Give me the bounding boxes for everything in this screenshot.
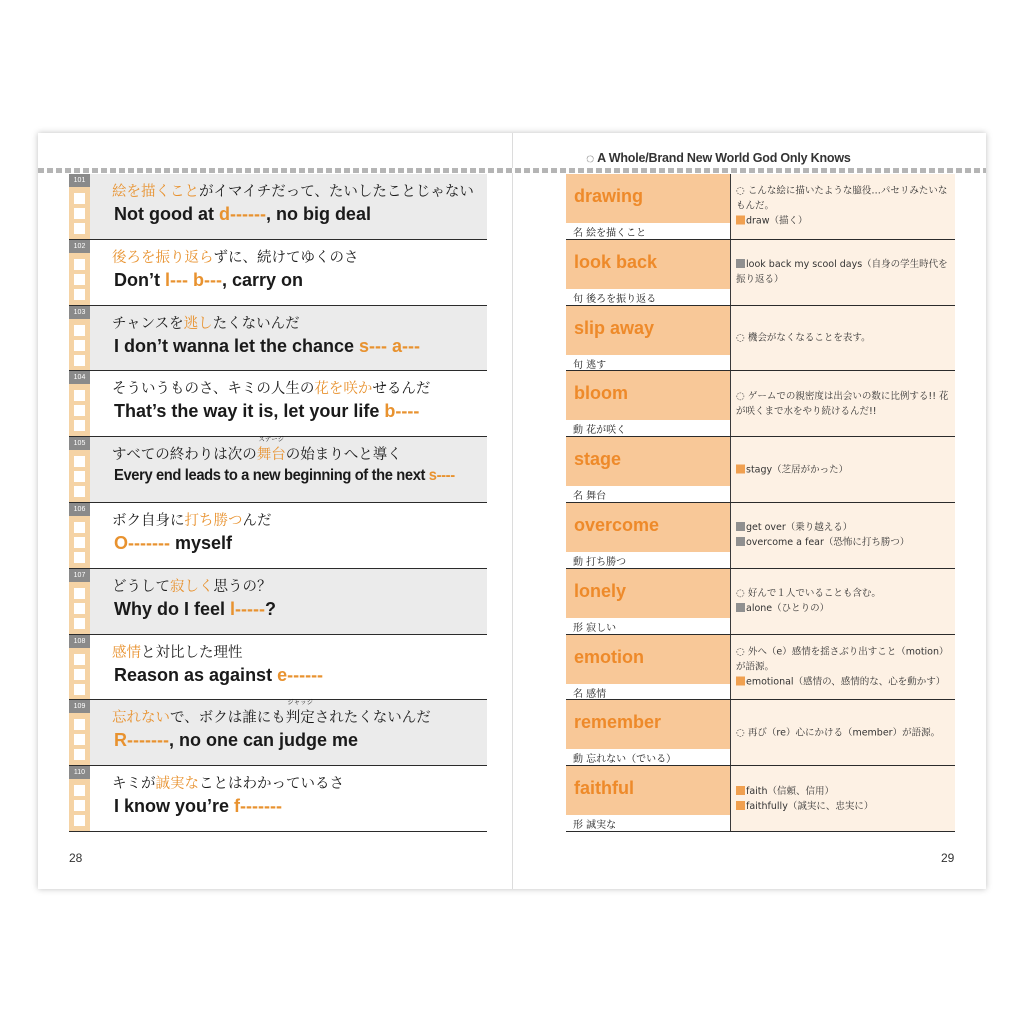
sentence-text: そういうものさ、キミの人生の <box>112 381 315 398</box>
sentence-text: の始まりへと導く <box>285 447 402 464</box>
vocab-meaning: 名 感情 <box>573 688 607 700</box>
vocab-row <box>566 766 955 832</box>
check-box[interactable] <box>74 208 85 219</box>
row-number: 107 <box>69 569 90 582</box>
apple-icon: ◌ <box>736 646 748 658</box>
highlighted-text: 打ち勝つ <box>184 512 243 529</box>
check-box[interactable] <box>74 390 85 401</box>
sentence-text: キミが <box>112 776 156 793</box>
japanese-sentence <box>112 377 430 398</box>
vocab-word-box <box>566 503 730 552</box>
note-text: stagy（芝居がかった） <box>746 464 849 476</box>
note-line <box>736 601 951 616</box>
check-box[interactable] <box>74 289 85 300</box>
note-line <box>736 330 951 345</box>
check-box[interactable] <box>74 618 85 629</box>
phrase-row <box>69 569 487 635</box>
vocabulary-table <box>566 174 955 832</box>
note-text: look back my scool days（自身の学生時代を振り返る） <box>736 259 948 286</box>
number-column <box>69 700 90 765</box>
check-box[interactable] <box>74 734 85 745</box>
japanese-sentence <box>112 246 359 267</box>
vocab-row <box>566 437 955 503</box>
vocab-word: slip away <box>574 317 655 338</box>
sentence-text: Why do I feel <box>114 598 231 619</box>
vocab-meaning: 旬 後ろを振り返る <box>573 293 657 305</box>
highlighted-text: 絵を描くこと <box>112 184 199 200</box>
vocab-word: drawing <box>574 186 644 206</box>
english-sentence <box>114 467 455 485</box>
english-sentence <box>114 401 419 422</box>
dashed-divider <box>38 168 986 173</box>
sentence-text: どうして <box>112 578 170 595</box>
note-text: 再び（re）心にかける（member）が語源。 <box>747 727 941 739</box>
notes-box <box>730 569 955 634</box>
check-box[interactable] <box>74 193 85 204</box>
notes <box>736 389 951 419</box>
notes-box <box>730 371 955 436</box>
check-box[interactable] <box>74 223 85 234</box>
vocab-word-box <box>566 174 730 223</box>
sentence-text: 判定 <box>285 710 315 727</box>
sentence-text: たくないんだ <box>212 315 300 332</box>
number-column <box>69 174 90 239</box>
highlighted-text: 花を咲か <box>314 381 373 398</box>
japanese-sentence <box>112 641 243 662</box>
check-box[interactable] <box>74 669 85 680</box>
sentence-text: Not good at <box>114 204 219 224</box>
highlighted-text: 感情 <box>112 644 141 661</box>
english-sentence <box>114 533 232 554</box>
notes <box>736 257 951 287</box>
english-sentence <box>114 204 371 225</box>
note-line <box>736 674 951 689</box>
notes-box <box>730 240 955 305</box>
vocab-meaning: 動 花が咲く <box>573 425 627 437</box>
vocab-word: overcome <box>574 514 660 535</box>
check-box[interactable] <box>74 785 85 796</box>
blank-hint: O------- <box>114 532 170 553</box>
vocab-word: stage <box>574 449 622 470</box>
sentence-text: がイマイチだって、たいしたことじゃない <box>199 184 474 200</box>
note-text: 機会がなくなることを表す。 <box>747 332 871 344</box>
sentence-text: せるんだ <box>372 381 431 398</box>
note-text: 好んで１人でいることも含む。 <box>747 588 881 600</box>
sentence-text: , no one can judge me <box>168 730 358 751</box>
vocab-word: faithful <box>574 778 634 799</box>
highlighted-text: 逃し <box>183 315 213 332</box>
english-sentence <box>114 796 282 817</box>
number-column <box>69 240 90 305</box>
blank-hint: d------ <box>218 204 266 224</box>
note-text: alone（ひとりの） <box>746 603 830 615</box>
english-sentence <box>114 730 358 751</box>
sentence-text: Every end leads to a new beginning of the next <box>114 467 429 485</box>
japanese-sentence <box>112 312 300 333</box>
check-box[interactable] <box>74 815 85 826</box>
apple-icon: ◌ <box>586 150 595 166</box>
number-column <box>69 766 90 831</box>
vocab-meaning: 動 忘れない（でいる） <box>573 754 677 766</box>
book-spread <box>38 133 986 889</box>
japanese-sentence <box>112 698 431 727</box>
english-sentence <box>114 270 303 291</box>
blank-hint: R------- <box>114 730 169 751</box>
ruby-text <box>256 435 286 464</box>
phrase-row <box>69 766 487 832</box>
check-box[interactable] <box>74 420 85 431</box>
notes-box <box>730 174 955 239</box>
notes-box <box>730 700 955 765</box>
sentence-text: ことはわかっているさ <box>199 776 344 793</box>
vocab-row <box>566 240 955 306</box>
section-title-text: A Whole/Brand New World God Only Knows <box>597 151 851 165</box>
number-column <box>69 306 90 371</box>
phrase-row <box>69 700 487 766</box>
notes-box <box>730 437 955 502</box>
related-word-badge-icon <box>736 259 745 268</box>
english-sentence <box>114 336 420 357</box>
vocab-word-box <box>566 635 730 684</box>
note-text: emotional（感情の、感情的な、心を動かす） <box>746 676 946 688</box>
highlighted-text: 舞台 <box>256 447 286 464</box>
notes-box <box>730 766 955 831</box>
phrase-row <box>69 240 487 306</box>
page-number-left: 28 <box>69 851 83 865</box>
row-number: 110 <box>69 766 90 779</box>
note-line <box>736 214 951 229</box>
sentence-text: I know you’re <box>114 796 235 817</box>
check-box[interactable] <box>74 471 85 482</box>
japanese-sentence <box>112 180 474 201</box>
vocab-word: remember <box>574 712 662 733</box>
vocab-row <box>566 371 955 437</box>
vocab-word-box <box>566 437 730 486</box>
check-box[interactable] <box>74 405 85 416</box>
check-box[interactable] <box>74 719 85 730</box>
vocab-word-box <box>566 306 730 355</box>
sentence-text: 思うの？ <box>213 578 272 595</box>
sentence-text: ? <box>265 598 276 619</box>
japanese-sentence <box>112 509 272 530</box>
vocab-row <box>566 569 955 635</box>
apple-icon: ◌ <box>736 588 748 600</box>
check-box[interactable] <box>74 486 85 497</box>
number-column <box>69 371 90 436</box>
english-sentence <box>114 665 323 686</box>
note-text: こんな絵に描いたような臆役…パセリみたいなもんだ。 <box>736 185 948 212</box>
phrase-row <box>69 503 487 569</box>
check-box[interactable] <box>74 552 85 563</box>
vocab-word-box <box>566 700 730 749</box>
furigana: ジャッジ <box>287 698 314 707</box>
vocab-meaning: 形 寂しい <box>573 622 617 634</box>
phrase-row <box>69 306 487 372</box>
check-box[interactable] <box>74 274 85 285</box>
phrase-row <box>69 371 487 437</box>
note-line <box>736 257 951 287</box>
vocab-word: bloom <box>574 383 628 404</box>
highlighted-text: 忘れない <box>112 710 170 727</box>
check-box[interactable] <box>74 603 85 614</box>
note-line <box>736 644 951 674</box>
section-title <box>586 149 851 165</box>
blank-hint: l--- b--- <box>165 269 222 290</box>
japanese-sentence <box>112 772 344 793</box>
row-number: 105 <box>69 437 90 450</box>
note-text: overcome a fear（恐怖に打ち勝つ） <box>746 537 910 549</box>
vocab-word: look back <box>574 251 658 272</box>
note-text: faithfully（誠実に、忠実に） <box>746 800 874 812</box>
sentence-text: チャンスを <box>112 315 184 332</box>
vocab-meaning: 旬 逃す <box>573 359 607 371</box>
english-sentence <box>114 599 276 620</box>
row-number: 109 <box>69 700 90 713</box>
vocab-meaning: 名 舞台 <box>573 491 607 503</box>
vocab-row <box>566 306 955 372</box>
sentence-text: I don’t wanna let the chance <box>114 335 360 356</box>
blank-hint: b---- <box>384 401 420 422</box>
row-number: 104 <box>69 371 90 384</box>
notes <box>736 184 951 229</box>
check-box[interactable] <box>74 588 85 599</box>
related-word-badge-icon <box>736 801 745 810</box>
related-word-badge-icon <box>736 537 745 546</box>
check-box[interactable] <box>74 325 85 336</box>
row-number: 101 <box>69 174 90 187</box>
check-box[interactable] <box>74 522 85 533</box>
related-word-badge-icon <box>736 216 745 225</box>
check-box[interactable] <box>74 456 85 467</box>
apple-icon: ◌ <box>736 390 748 402</box>
note-line <box>736 462 951 477</box>
furigana: ステージ <box>258 435 285 444</box>
row-number: 108 <box>69 635 90 648</box>
phrase-row <box>69 635 487 701</box>
related-word-badge-icon <box>736 464 745 473</box>
note-text: faith（信頼、信用） <box>746 785 835 797</box>
sentence-text: ずに、続けてゆくのさ <box>213 249 359 266</box>
notes-box <box>730 306 955 371</box>
check-box[interactable] <box>74 684 85 695</box>
sentence-text: , carry on <box>221 269 304 290</box>
sentence-text: すべての終わりは次の <box>112 447 257 464</box>
row-number: 103 <box>69 306 90 319</box>
notes <box>736 520 951 550</box>
note-line <box>736 520 951 535</box>
notes <box>736 586 951 616</box>
check-box[interactable] <box>74 749 85 760</box>
highlighted-text: 誠実な <box>155 776 199 793</box>
row-number: 102 <box>69 240 90 253</box>
japanese-sentence <box>112 575 272 596</box>
related-word-badge-icon <box>736 786 745 795</box>
highlighted-text: 寂しく <box>170 578 214 595</box>
note-line <box>736 799 951 814</box>
check-box[interactable] <box>74 537 85 548</box>
ruby-text <box>285 698 315 727</box>
notes <box>736 784 951 814</box>
page-number-right: 29 <box>941 851 955 865</box>
sentence-text: , no big deal <box>265 204 371 224</box>
vocab-meaning: 動 打ち勝つ <box>573 556 627 568</box>
number-column <box>69 635 90 700</box>
notes-box <box>730 503 955 568</box>
blank-hint: s--- a--- <box>359 335 421 356</box>
vocab-word-box <box>566 569 730 618</box>
sentence-text: ボク自身に <box>112 512 185 529</box>
notes <box>736 644 951 689</box>
phrase-row <box>69 174 487 240</box>
phrase-row <box>69 437 487 503</box>
note-text: draw（描く） <box>746 215 808 227</box>
japanese-sentence <box>112 435 402 464</box>
related-word-badge-icon <box>736 603 745 612</box>
number-column <box>69 437 90 502</box>
vocab-row <box>566 503 955 569</box>
sentence-text: されたくないんだ <box>314 710 431 727</box>
check-box[interactable] <box>74 259 85 270</box>
note-line <box>736 725 951 740</box>
note-line <box>736 535 951 550</box>
notes-box <box>730 635 955 700</box>
check-box[interactable] <box>74 355 85 366</box>
check-box[interactable] <box>74 340 85 351</box>
vocab-row <box>566 635 955 701</box>
sentence-text: That’s the way it is, let your life <box>114 401 385 422</box>
blank-hint: l----- <box>230 598 265 619</box>
note-line <box>736 586 951 601</box>
vocab-word-box <box>566 371 730 420</box>
phrase-table <box>69 174 487 832</box>
check-box[interactable] <box>74 800 85 811</box>
sentence-text: myself <box>169 532 233 553</box>
blank-hint: s---- <box>428 467 455 485</box>
blank-hint: e------ <box>277 664 324 685</box>
vocab-meaning: 形 誠実な <box>573 820 617 832</box>
vocab-meaning: 名 絵を描くこと <box>573 228 647 239</box>
number-column <box>69 569 90 634</box>
number-column <box>69 503 90 568</box>
highlighted-text: 後ろを振り返ら <box>112 249 214 266</box>
vocab-word-box <box>566 766 730 815</box>
note-line <box>736 184 951 214</box>
vocab-word-box <box>566 240 730 289</box>
sentence-text: で、ボクは誰にも <box>170 710 286 727</box>
page-gutter <box>512 133 513 889</box>
sentence-text: Reason as against <box>114 664 278 685</box>
notes <box>736 462 951 477</box>
note-line <box>736 784 951 799</box>
vocab-word: lonely <box>574 580 627 601</box>
note-text: 外へ（e）感情を揺さぶり出すこと（motion）が語源。 <box>736 646 949 673</box>
apple-icon: ◌ <box>736 185 748 197</box>
apple-icon: ◌ <box>736 332 748 344</box>
vocab-row <box>566 700 955 766</box>
related-word-badge-icon <box>736 676 745 685</box>
sentence-text: Don’t <box>114 269 165 290</box>
row-number: 106 <box>69 503 90 516</box>
related-word-badge-icon <box>736 522 745 531</box>
vocab-word: emotion <box>574 646 644 667</box>
note-line <box>736 389 951 419</box>
apple-icon: ◌ <box>736 727 748 739</box>
blank-hint: f------- <box>234 796 282 817</box>
notes <box>736 330 951 345</box>
sentence-text: んだ <box>242 512 272 529</box>
sentence-text: と対比した理性 <box>141 644 243 661</box>
note-text: ゲームでの親密度は出会いの数に比例する!! 花が咲くまで水をやり続けるんだ!! <box>736 390 949 417</box>
vocab-row <box>566 174 955 240</box>
check-box[interactable] <box>74 654 85 665</box>
note-text: get over（乗り越える） <box>746 522 853 534</box>
notes <box>736 725 951 740</box>
